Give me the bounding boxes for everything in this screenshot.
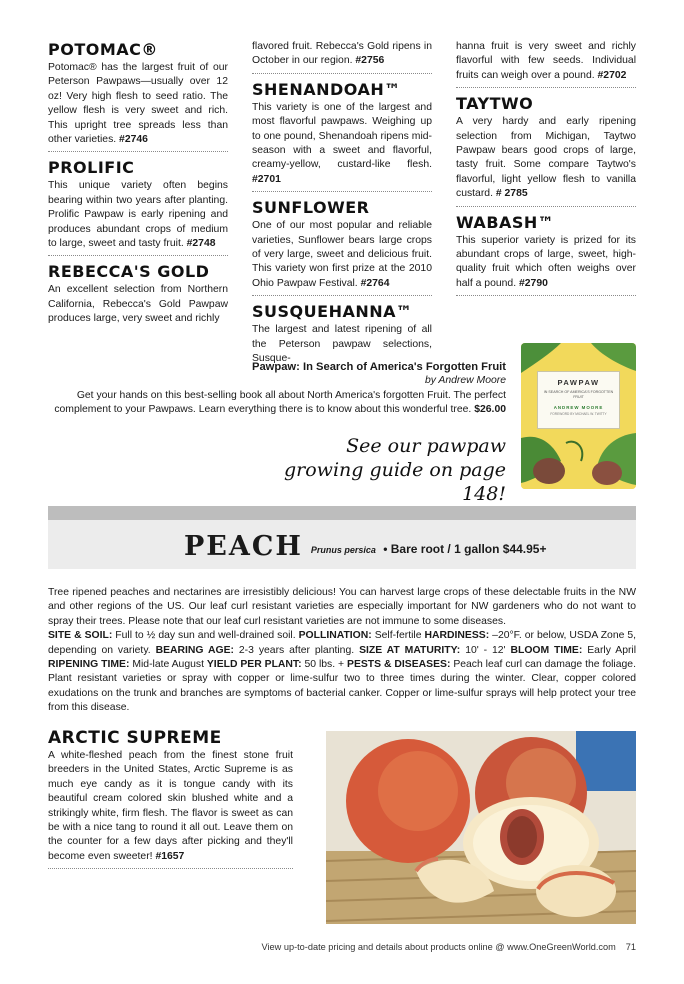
variety-sku: #2746 (119, 134, 148, 146)
intro-text: Tree ripened peaches and nectarines are irresistibly delicious! You can harvest large crops of these delectable fruits in the NW and other regions of the US. Our leaf curl resistant varieties are especially important for NW gardeners who do not want to spray their trees. Please note that our leaf curl resistant varieties are not immune to some diseases. (48, 587, 636, 627)
book-cover-image (521, 343, 636, 489)
guide-line-2: growing guide on page 148! (284, 459, 506, 505)
variety-name: ARCTIC SUPREME (48, 728, 222, 748)
spec-value: Peach leaf curl can damage the foliage. Plant resistant varieties or spray with copper or lime-sulfur two to three times during the winter. Clear, copper colored exudations on the trunk and branches are symptoms of bacterial canker. Copper or lime-sulfur sprays will help protect your tree from this disease. (48, 659, 636, 714)
spec-label: RIPENING TIME: (48, 659, 130, 671)
divider (456, 206, 636, 207)
variety-arctic-supreme (48, 728, 293, 875)
column-3 (456, 40, 636, 302)
column-2 (252, 40, 432, 370)
footer-text: View up-to-date pricing and details about products online @ www.OneGreenWorld.com (261, 942, 616, 952)
spec-label: HARDINESS: (424, 630, 490, 642)
variety-taytwo (456, 94, 636, 201)
book-promo (48, 360, 506, 418)
growing-guide-note (240, 434, 506, 506)
variety-sku: #2748 (186, 238, 216, 250)
cover-author: ANDREW MOORE (553, 405, 604, 410)
variety-description: A white-fleshed peach from the finest stone fruit breeders in the United States, Arctic Supreme is as much eye candy as it is tongue candy with its beautiful cream colored skin blushed white and a strikingly white, firm flesh. The flavor is sweet as can be with a nice tang to round it all out. Leave them on the counter for a few days after picking and they'll become even sweeter! (48, 750, 293, 862)
variety-name: SUNFLOWER (252, 198, 370, 218)
variety-prolific (48, 158, 228, 251)
spec-value: Mid-late August (132, 659, 204, 671)
cover-foreword: FOREWORD BY MICHAEL W. TWITTY (550, 412, 607, 416)
variety-rebeccas-gold (48, 262, 228, 326)
cover-title: PAWPAW (557, 378, 600, 387)
spec-value: Early April (587, 644, 637, 656)
banner-stripe (48, 506, 636, 520)
book-description: Get your hands on this best-selling book all about North America's forgotten Fruit. The perfect complement to your Pawpaws. Learn everything there is to know about this wonderful tree. (54, 389, 506, 416)
variety-name: POTOMAC® (48, 40, 158, 59)
page-footer (250, 942, 636, 952)
book-title: Pawpaw: In Search of America's Forgotten Fruit (251, 361, 506, 373)
variety-description: This unique variety often begins bearing within two years after planting. Prolific Pawpaw is early ripening and produces abundant crops of medium to large, sweet and tasty fruit. (48, 180, 228, 250)
page-number: 71 (625, 942, 636, 952)
spec-label: PESTS & DISEASES: (347, 659, 451, 671)
variety-sku: #2756 (355, 55, 385, 67)
divider (456, 87, 636, 88)
peach-illustration (326, 731, 636, 924)
spec-label: SITE & SOIL: (48, 630, 113, 642)
continued-description: flavored fruit. Rebecca's Gold ripens in October in our region. (252, 41, 432, 67)
spec-value: 10' - 12' (465, 644, 506, 656)
latin-name: Prunus persica (310, 545, 376, 555)
spec-value: 2-3 years after planting. (238, 644, 355, 656)
column-1 (48, 40, 228, 330)
variety-name: WABASH™ (456, 212, 555, 232)
spec-label: BEARING AGE: (155, 644, 234, 656)
variety-shenandoah (252, 80, 432, 187)
variety-potomac (48, 40, 228, 147)
divider (456, 295, 636, 296)
variety-name: REBECCA'S GOLD (48, 262, 210, 282)
divider (48, 151, 228, 152)
spec-value: 50 lbs. + (304, 659, 345, 671)
variety-name: PROLIFIC (48, 158, 135, 178)
spec-value: Self-fertile (374, 630, 422, 642)
spec-label: YIELD PER PLANT: (206, 659, 302, 671)
section-name: PEACH (184, 531, 303, 562)
variety-description: Potomac® has the largest fruit of our Peterson Pawpaws—usually over 12 oz! Very high flesh to seed ratio. The yellow flesh is very sweet and rich. This upright tree spreads less than other varieties. (48, 62, 228, 146)
variety-sku: #2702 (597, 69, 627, 81)
spec-label: POLLINATION: (298, 630, 372, 642)
variety-sku: #1657 (155, 850, 185, 862)
variety-description: One of our most popular and reliable varieties, Sunflower bears large crops of very large, sweet and delicious fruit. This variety won first prize at the 2010 Ohio Pawpaw Festival. (252, 220, 432, 289)
spec-value: Full to ½ day sun and well-drained soil. (115, 630, 296, 642)
variety-description: This superior variety is prized for its abundant crops of large, sweet, high-quality fruit which often weighs over half a pound. (456, 234, 636, 289)
variety-sku: #2790 (518, 277, 548, 289)
peach-intro (48, 586, 636, 716)
variety-name: SUSQUEHANNA™ (252, 302, 413, 322)
variety-description: The largest and latest ripening of all the Peterson pawpaw selections, Susque- (252, 324, 432, 365)
variety-name: SHENANDOAH™ (252, 79, 401, 99)
variety-sku: #2764 (360, 277, 390, 289)
variety-susquehanna (252, 302, 432, 366)
variety-sunflower (252, 198, 432, 291)
cover-subtitle: IN SEARCH OF AMERICA'S FORGOTTEN FRUIT (543, 390, 614, 399)
variety-description: A very hardy and early ripening selection from Michigan, Taytwo Pawpaw bears good crops of large, tasty fruit. Some compare Taytwo's flavorful, light yellow flesh to vanilla custard. (456, 116, 636, 200)
variety-wabash (456, 213, 636, 292)
variety-sku: #2701 (252, 173, 281, 185)
book-cover-label (537, 371, 620, 429)
section-title (184, 531, 546, 562)
variety-name: TAYTWO (456, 94, 534, 114)
spec-value: –20°F. or below, USDA Zone 5, depending on variety. (48, 630, 637, 656)
continued-description: hanna fruit is very sweet and richly flavorful with few seeds. Individual fruits can weigh over a pound. (456, 41, 636, 81)
section-banner (48, 506, 636, 569)
guide-line-1: See our pawpaw (346, 435, 506, 457)
divider (252, 295, 432, 296)
variety-description: This variety is one of the largest and most flavorful pawpaws. Weighing up to one pound, Shenandoah ripens mid-season with a sweet and flavorful, creamy-yellow, custard-like flesh. (252, 101, 432, 171)
peach-photo (326, 731, 636, 924)
spec-label: BLOOM TIME: (510, 644, 583, 656)
price-line: • Bare root / 1 gallon $44.95+ (383, 542, 547, 556)
book-price: $26.00 (474, 404, 506, 416)
divider (48, 868, 293, 869)
spec-label: SIZE AT MATURITY: (359, 644, 461, 656)
divider (252, 73, 432, 74)
divider (48, 255, 228, 256)
variety-sku: # 2785 (495, 188, 528, 200)
book-author: by Andrew Moore (424, 375, 506, 387)
divider (252, 191, 432, 192)
variety-description: An excellent selection from Northern California, Rebecca's Gold Pawpaw produces large, very sweet and richly (48, 284, 228, 325)
